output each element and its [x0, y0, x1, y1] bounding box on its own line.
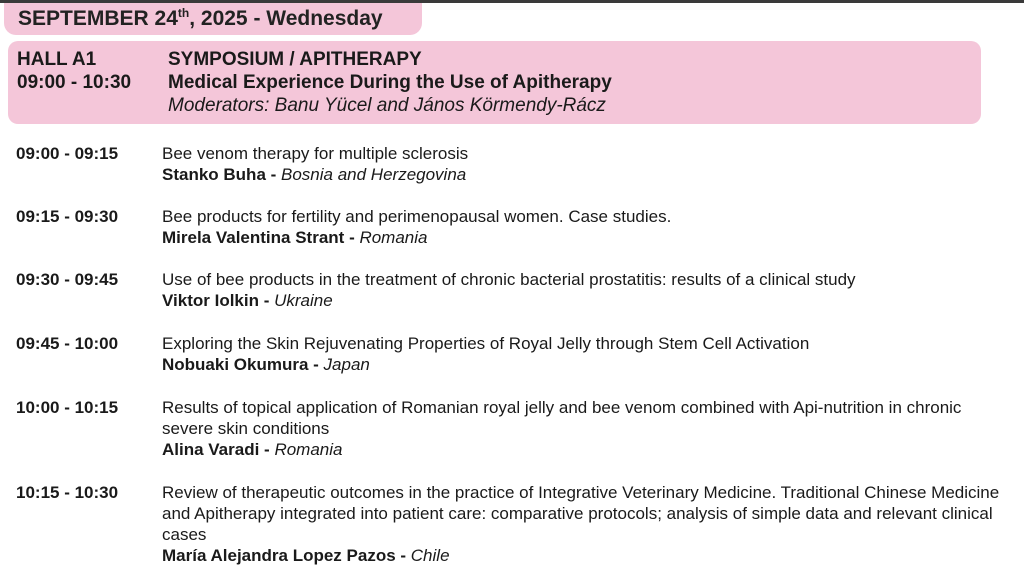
talk-time: 10:00 - 10:15	[16, 398, 119, 417]
talk-time: 09:00 - 09:15	[16, 144, 119, 163]
talk-body	[162, 333, 1012, 375]
talk-speaker: Mirela Valentina Strant	[162, 228, 345, 247]
date-ordinal: th	[177, 6, 190, 20]
talk-title: Bee venom therapy for multiple sclerosis	[162, 144, 469, 163]
talk-body	[162, 206, 1012, 248]
talk-time: 09:45 - 10:00	[16, 334, 119, 353]
talk-title: Use of bee products in the treatment of chronic bacterial prostatitis: results of a clinical study	[162, 270, 856, 289]
talk-country: Romania	[274, 440, 343, 459]
talk-speaker-line	[162, 290, 1012, 311]
talk-speaker-line	[162, 545, 1012, 566]
session-time: 09:00 - 10:30	[17, 72, 132, 93]
talk-speaker-line	[162, 439, 1012, 460]
talk-separator: -	[259, 291, 275, 310]
talk-body	[162, 269, 1012, 311]
talk-speaker-line	[162, 354, 1012, 375]
date-prefix: SEPTEMBER 24	[18, 7, 178, 30]
talk-separator: -	[344, 228, 360, 247]
talk-country: Bosnia and Herzegovina	[281, 165, 467, 184]
date-suffix: , 2025 - Wednesday	[189, 7, 383, 30]
talk-country: Chile	[410, 546, 450, 565]
talk-title: Review of therapeutic outcomes in the practice of Integrative Veterinary Medicine. Traditional Chinese Medicine and Apitherapy integrated into patient care: comparative protocols; analysis of simple data and relevant clinical cases	[162, 483, 1000, 544]
talk-speaker-line	[162, 227, 1012, 248]
talk-title: Exploring the Skin Rejuvenating Properties of Royal Jelly through Stem Cell Activation	[162, 334, 810, 353]
talk-country: Japan	[323, 355, 370, 374]
talk-body	[162, 482, 1012, 566]
session-moderators: Moderators: Banu Yücel and János Körmendy-Rácz	[168, 95, 606, 116]
session-title: Medical Experience During the Use of Apitherapy	[168, 72, 612, 93]
session-type: SYMPOSIUM / APITHERAPY	[168, 49, 422, 70]
talk-time: 09:30 - 09:45	[16, 270, 119, 289]
talk-body	[162, 143, 1012, 185]
date-header	[4, 3, 422, 35]
talk-title: Bee products for fertility and perimenopausal women. Case studies.	[162, 207, 672, 226]
talk-separator: -	[265, 165, 282, 184]
talk-title: Results of topical application of Romanian royal jelly and bee venom combined with Api-nutrition in chronic severe skin conditions	[162, 398, 962, 438]
talk-time: 10:15 - 10:30	[16, 483, 119, 502]
talk-speaker-line	[162, 164, 1012, 185]
talk-speaker: María Alejandra Lopez Pazos	[162, 546, 396, 565]
talk-body	[162, 397, 1012, 460]
talk-speaker: Viktor Iolkin	[162, 291, 259, 310]
talk-time: 09:15 - 09:30	[16, 207, 119, 226]
talk-speaker: Nobuaki Okumura	[162, 355, 309, 374]
talk-separator: -	[308, 355, 324, 374]
session-hall: HALL A1	[17, 49, 97, 70]
talk-country: Ukraine	[274, 291, 333, 310]
talk-country: Romania	[359, 228, 428, 247]
talk-speaker: Alina Varadi	[162, 440, 260, 459]
talk-separator: -	[395, 546, 411, 565]
talk-speaker: Stanko Buha	[162, 165, 266, 184]
talk-separator: -	[259, 440, 275, 459]
session-header	[8, 41, 981, 124]
